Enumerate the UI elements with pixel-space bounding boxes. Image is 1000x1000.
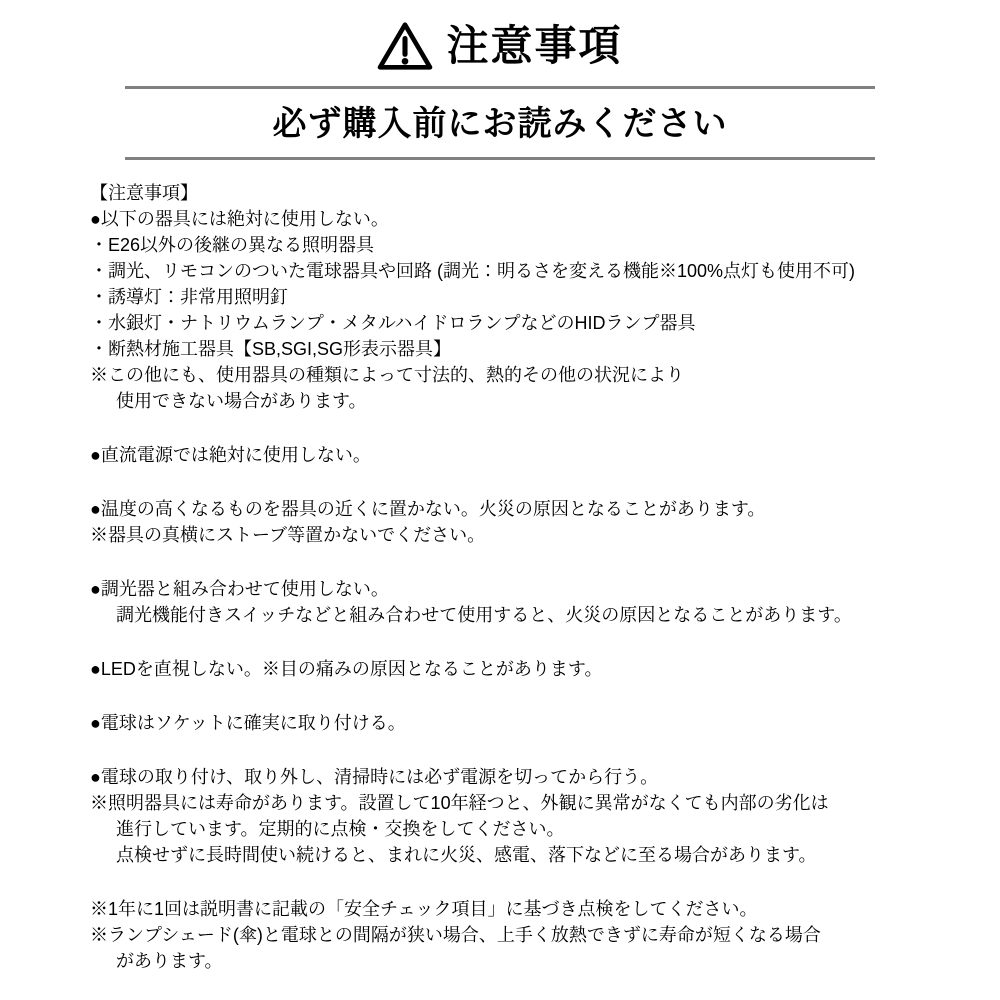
body-line: ●電球の取り付け、取り外し、清掃時には必ず電源を切ってから行う。 — [90, 767, 659, 788]
body-line: ※ランプシェード(傘)と電球との間隔が狭い場合、上手く放熱できずに寿命が短くなる場合 — [90, 925, 821, 946]
precaution-group — [90, 576, 960, 628]
body-line: ●調光器と組み合わせて使用しない。 — [90, 579, 389, 600]
body-line: ●以下の器具には絶対に使用しない。 — [90, 209, 389, 230]
precaution-group — [90, 710, 960, 736]
body-line: があります。 — [116, 951, 223, 972]
body-line: ※照明器具には寿命があります。設置して10年経つと、外観に異常がなくても内部の劣化は — [90, 793, 829, 814]
notice-header — [0, 0, 1000, 160]
page-title: 注意事項 — [446, 22, 623, 69]
body-line: ・調光、リモコンのついた電球器具や回路 (調光：明るさを変える機能※100%点灯も使用不可) — [90, 261, 856, 282]
body-line: 使用できない場合があります。 — [116, 391, 367, 412]
body-line: ●温度の高くなるものを器具の近くに置かない。火災の原因となることがあります。 — [90, 499, 766, 520]
precaution-group — [90, 896, 960, 974]
precaution-group — [90, 180, 960, 414]
body-line: 進行しています。定期的に点検・交換をしてください。 — [116, 819, 565, 840]
body-line: ※この他にも、使用器具の種類によって寸法的、熱的その他の状況により — [90, 365, 684, 386]
body-line: ・水銀灯・ナトリウムランプ・メタルハイドロランプなどのHIDランプ器具 — [90, 313, 696, 334]
warning-triangle-icon — [377, 21, 433, 71]
body-line: ●電球はソケットに確実に取り付ける。 — [90, 713, 406, 734]
precaution-group — [90, 496, 960, 548]
body-line: ※器具の真横にストーブ等置かないでください。 — [90, 525, 486, 546]
precautions-body — [0, 160, 1000, 974]
precaution-group — [90, 442, 960, 468]
divider-top — [125, 86, 875, 89]
body-line: 【注意事項】 — [90, 183, 198, 204]
body-line: ・E26以外の後継の異なる照明器具 — [90, 235, 375, 256]
body-line: ・誘導灯：非常用照明釘 — [90, 287, 288, 308]
body-line: ※1年に1回は説明書に記載の「安全チェック項目」に基づき点検をしてください。 — [90, 899, 758, 920]
precaution-group — [90, 656, 960, 682]
body-line: 点検せずに長時間使い続けると、まれに火災、感電、落下などに至る場合があります。 — [116, 845, 817, 866]
body-line: 調光機能付きスイッチなどと組み合わせて使用すると、火災の原因となることがあります。 — [116, 605, 852, 626]
precaution-group — [90, 764, 960, 868]
body-line: ・断熱材施工器具【SB,SGI,SG形表示器具】 — [90, 339, 452, 360]
body-line: ●LEDを直視しない。※目の痛みの原因となることがあります。 — [90, 659, 603, 680]
title-row — [0, 20, 1000, 72]
body-line: ●直流電源では絶対に使用しない。 — [90, 445, 371, 466]
subtitle: 必ず購入前にお読みください — [272, 105, 728, 143]
